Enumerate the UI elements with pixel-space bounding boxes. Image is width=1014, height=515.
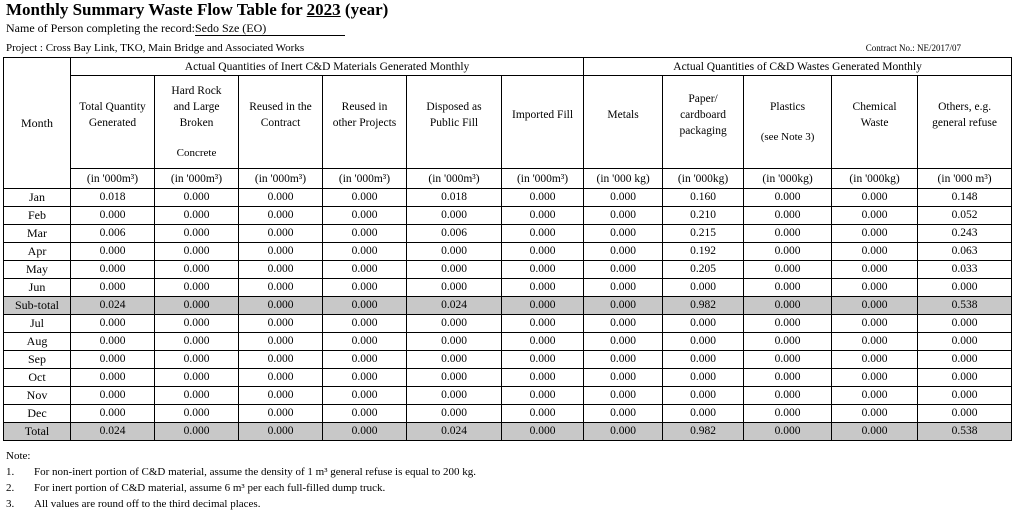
value-cell: 0.000 [323, 405, 407, 423]
table-row [4, 207, 1012, 225]
value-cell: 0.000 [832, 207, 918, 225]
value-cell: 0.000 [71, 207, 155, 225]
column-header [663, 76, 744, 169]
value-cell: 0.000 [663, 405, 744, 423]
value-cell: 0.000 [832, 279, 918, 297]
value-cell: 0.000 [71, 405, 155, 423]
title-year: 2023 [306, 0, 341, 19]
month-header: Month [4, 58, 71, 189]
column-header-line: Waste [860, 117, 889, 129]
value-cell: 0.000 [584, 387, 663, 405]
column-unit: (in '000 m³) [918, 169, 1012, 189]
value-cell: 0.000 [323, 351, 407, 369]
value-cell: 0.000 [323, 369, 407, 387]
month-cell: Jun [4, 279, 71, 297]
value-cell: 0.538 [918, 423, 1012, 441]
value-cell: 0.000 [918, 279, 1012, 297]
column-header [71, 76, 155, 169]
column-header-line: cardboard [680, 109, 727, 121]
column-header [155, 76, 239, 169]
value-cell: 0.000 [155, 243, 239, 261]
value-cell: 0.000 [832, 351, 918, 369]
column-header [323, 76, 407, 169]
value-cell: 0.024 [407, 297, 502, 315]
column-unit: (in '000kg) [663, 169, 744, 189]
column-header-line: Metals [607, 109, 639, 121]
value-cell: 0.000 [584, 423, 663, 441]
value-cell: 0.000 [744, 189, 832, 207]
column-header [407, 76, 502, 169]
value-cell: 0.000 [832, 369, 918, 387]
value-cell: 0.148 [918, 189, 1012, 207]
value-cell: 0.000 [744, 243, 832, 261]
value-cell: 0.000 [323, 243, 407, 261]
month-cell: Mar [4, 225, 71, 243]
page-title [6, 0, 388, 20]
value-cell: 0.000 [155, 225, 239, 243]
column-header-line: Disposed as [426, 101, 482, 113]
column-header-line: Reused in the [249, 101, 312, 113]
value-cell: 0.215 [663, 225, 744, 243]
month-cell: May [4, 261, 71, 279]
table-row [4, 261, 1012, 279]
column-header [502, 76, 584, 169]
value-cell: 0.000 [155, 369, 239, 387]
project-line: Project : Cross Bay Link, TKO, Main Bridge and Associated Works [6, 42, 305, 54]
value-cell: 0.000 [323, 189, 407, 207]
value-cell: 0.000 [239, 369, 323, 387]
note-text: For non-inert portion of C&D material, assume the density of 1 m³ general refuse is equal to 200 kg. [34, 466, 476, 478]
value-cell: 0.000 [239, 279, 323, 297]
value-cell: 0.982 [663, 297, 744, 315]
value-cell: 0.000 [407, 333, 502, 351]
value-cell: 0.000 [323, 207, 407, 225]
value-cell: 0.000 [832, 189, 918, 207]
month-cell: Total [4, 423, 71, 441]
value-cell: 0.000 [502, 387, 584, 405]
month-cell: Nov [4, 387, 71, 405]
value-cell: 0.000 [407, 369, 502, 387]
column-header-line: Reused in [341, 101, 388, 113]
column-header-line: Total Quantity [79, 101, 146, 113]
group-header-wastes: Actual Quantities of C&D Wastes Generated Monthly [584, 58, 1012, 76]
value-cell: 0.000 [832, 333, 918, 351]
value-cell: 0.000 [502, 243, 584, 261]
column-header-line: Chemical [852, 101, 897, 113]
value-cell: 0.000 [239, 423, 323, 441]
note-number: 2. [6, 482, 15, 494]
person-line [6, 21, 345, 36]
value-cell: 0.000 [663, 351, 744, 369]
value-cell: 0.000 [155, 261, 239, 279]
value-cell: 0.000 [239, 207, 323, 225]
month-cell: Sub-total [4, 297, 71, 315]
table-row [4, 243, 1012, 261]
value-cell: 0.000 [155, 279, 239, 297]
value-cell: 0.000 [832, 297, 918, 315]
value-cell: 0.538 [918, 297, 1012, 315]
column-header-line: packaging [679, 125, 727, 137]
column-header-row [4, 76, 1012, 169]
table-row [4, 297, 1012, 315]
value-cell: 0.192 [663, 243, 744, 261]
column-header-line: Paper/ [688, 93, 718, 105]
month-cell: Dec [4, 405, 71, 423]
value-cell: 0.000 [584, 333, 663, 351]
value-cell: 0.006 [71, 225, 155, 243]
waste-flow-table [3, 57, 1012, 441]
column-header-note: (see Note 3) [760, 131, 815, 143]
value-cell: 0.000 [918, 351, 1012, 369]
value-cell: 0.000 [239, 297, 323, 315]
value-cell: 0.000 [663, 279, 744, 297]
value-cell: 0.000 [239, 405, 323, 423]
value-cell: 0.000 [918, 369, 1012, 387]
value-cell: 0.000 [744, 261, 832, 279]
note-number: 1. [6, 466, 15, 478]
value-cell: 0.006 [407, 225, 502, 243]
value-cell: 0.000 [832, 243, 918, 261]
column-header-line: Public Fill [429, 117, 479, 129]
value-cell: 0.000 [918, 333, 1012, 351]
value-cell: 0.000 [155, 315, 239, 333]
title-suffix: (year) [340, 0, 389, 19]
note-item [6, 464, 476, 480]
column-header [918, 76, 1012, 169]
value-cell: 0.000 [239, 225, 323, 243]
value-cell: 0.000 [744, 369, 832, 387]
value-cell: 0.018 [71, 189, 155, 207]
value-cell: 0.000 [71, 387, 155, 405]
column-unit: (in '000kg) [744, 169, 832, 189]
value-cell: 0.000 [744, 279, 832, 297]
month-cell: Aug [4, 333, 71, 351]
column-unit: (in '000m³) [502, 169, 584, 189]
column-unit: (in '000 kg) [584, 169, 663, 189]
value-cell: 0.000 [584, 351, 663, 369]
title-prefix: Monthly Summary Waste Flow Table for [6, 0, 307, 19]
value-cell: 0.000 [584, 261, 663, 279]
value-cell: 0.000 [155, 297, 239, 315]
value-cell: 0.000 [663, 333, 744, 351]
notes-heading: Note: [6, 450, 31, 462]
value-cell: 0.000 [71, 243, 155, 261]
value-cell: 0.000 [663, 369, 744, 387]
value-cell: 0.063 [918, 243, 1012, 261]
note-text: For inert portion of C&D material, assume 6 m³ per each full-filled dump truck. [34, 482, 386, 494]
person-label: Name of Person completing the record: [6, 21, 195, 35]
value-cell: 0.000 [744, 297, 832, 315]
value-cell: 0.000 [584, 315, 663, 333]
value-cell: 0.000 [832, 423, 918, 441]
value-cell: 0.000 [407, 279, 502, 297]
person-name: Sedo Sze (EO) [195, 22, 345, 36]
value-cell: 0.000 [71, 333, 155, 351]
value-cell: 0.000 [502, 423, 584, 441]
table-row [4, 189, 1012, 207]
column-header-line: and Large [173, 101, 220, 113]
value-cell: 0.000 [502, 207, 584, 225]
value-cell: 0.000 [71, 351, 155, 369]
value-cell: 0.000 [155, 423, 239, 441]
value-cell: 0.000 [744, 423, 832, 441]
value-cell: 0.000 [663, 315, 744, 333]
column-unit: (in '000m³) [407, 169, 502, 189]
table-body [4, 189, 1012, 441]
value-cell: 0.000 [744, 315, 832, 333]
value-cell: 0.000 [744, 207, 832, 225]
value-cell: 0.000 [71, 279, 155, 297]
value-cell: 0.000 [744, 405, 832, 423]
value-cell: 0.000 [239, 351, 323, 369]
value-cell: 0.000 [71, 315, 155, 333]
column-unit: (in '000m³) [71, 169, 155, 189]
value-cell: 0.000 [584, 279, 663, 297]
value-cell: 0.000 [155, 405, 239, 423]
column-header-line: Hard Rock [171, 85, 222, 97]
value-cell: 0.000 [71, 369, 155, 387]
value-cell: 0.000 [407, 243, 502, 261]
month-cell: Jan [4, 189, 71, 207]
value-cell: 0.000 [832, 225, 918, 243]
value-cell: 0.018 [407, 189, 502, 207]
month-cell: Jul [4, 315, 71, 333]
value-cell: 0.000 [323, 423, 407, 441]
value-cell: 0.000 [407, 315, 502, 333]
value-cell: 0.000 [502, 189, 584, 207]
note-item [6, 480, 476, 496]
value-cell: 0.000 [918, 315, 1012, 333]
value-cell: 0.024 [71, 423, 155, 441]
month-cell: Apr [4, 243, 71, 261]
value-cell: 0.000 [584, 405, 663, 423]
value-cell: 0.000 [918, 387, 1012, 405]
column-unit: (in '000m³) [323, 169, 407, 189]
value-cell: 0.000 [502, 225, 584, 243]
value-cell: 0.160 [663, 189, 744, 207]
column-header [832, 76, 918, 169]
value-cell: 0.000 [407, 261, 502, 279]
value-cell: 0.000 [744, 225, 832, 243]
group-header-inert: Actual Quantities of Inert C&D Materials Generated Monthly [71, 58, 584, 76]
value-cell: 0.000 [407, 387, 502, 405]
value-cell: 0.000 [239, 333, 323, 351]
notes [6, 448, 476, 512]
column-header-line: Imported Fill [512, 109, 574, 121]
column-unit: (in '000m³) [155, 169, 239, 189]
value-cell: 0.000 [744, 333, 832, 351]
column-header-line: Generated [88, 117, 137, 129]
value-cell: 0.000 [323, 315, 407, 333]
table-row [4, 405, 1012, 423]
value-cell: 0.000 [323, 297, 407, 315]
value-cell: 0.000 [155, 333, 239, 351]
value-cell: 0.000 [155, 207, 239, 225]
value-cell: 0.000 [239, 243, 323, 261]
value-cell: 0.000 [502, 333, 584, 351]
value-cell: 0.000 [584, 207, 663, 225]
value-cell: 0.000 [239, 261, 323, 279]
note-text: All values are round off to the third decimal places. [34, 498, 261, 510]
note-item [6, 496, 476, 512]
value-cell: 0.000 [323, 333, 407, 351]
column-header [744, 76, 832, 169]
value-cell: 0.000 [502, 405, 584, 423]
table-row [4, 225, 1012, 243]
value-cell: 0.205 [663, 261, 744, 279]
value-cell: 0.000 [584, 243, 663, 261]
column-header [584, 76, 663, 169]
table-row [4, 315, 1012, 333]
value-cell: 0.024 [71, 297, 155, 315]
value-cell: 0.000 [155, 351, 239, 369]
contract-number: Contract No.: NE/2017/07 [865, 43, 961, 53]
value-cell: 0.000 [323, 387, 407, 405]
table-row [4, 333, 1012, 351]
value-cell: 0.024 [407, 423, 502, 441]
table-row [4, 369, 1012, 387]
column-header-line: Contract [260, 117, 301, 129]
value-cell: 0.000 [502, 351, 584, 369]
table-row [4, 423, 1012, 441]
value-cell: 0.000 [239, 315, 323, 333]
column-header [239, 76, 323, 169]
month-cell: Feb [4, 207, 71, 225]
value-cell: 0.000 [239, 387, 323, 405]
month-cell: Oct [4, 369, 71, 387]
value-cell: 0.000 [407, 207, 502, 225]
column-header-line: other Projects [332, 117, 397, 129]
table-row [4, 279, 1012, 297]
value-cell: 0.000 [584, 297, 663, 315]
value-cell: 0.000 [744, 351, 832, 369]
value-cell: 0.243 [918, 225, 1012, 243]
value-cell: 0.000 [584, 369, 663, 387]
value-cell: 0.000 [323, 279, 407, 297]
value-cell: 0.000 [407, 351, 502, 369]
value-cell: 0.210 [663, 207, 744, 225]
value-cell: 0.000 [239, 189, 323, 207]
value-cell: 0.000 [832, 261, 918, 279]
column-unit: (in '000kg) [832, 169, 918, 189]
unit-row [4, 169, 1012, 189]
value-cell: 0.033 [918, 261, 1012, 279]
column-header-line: Broken [179, 117, 214, 129]
value-cell: 0.000 [155, 387, 239, 405]
value-cell: 0.000 [584, 225, 663, 243]
value-cell: 0.000 [832, 405, 918, 423]
value-cell: 0.000 [584, 189, 663, 207]
value-cell: 0.000 [832, 315, 918, 333]
value-cell: 0.982 [663, 423, 744, 441]
value-cell: 0.000 [502, 261, 584, 279]
table-row [4, 351, 1012, 369]
value-cell: 0.000 [663, 387, 744, 405]
value-cell: 0.000 [155, 189, 239, 207]
group-header-row [4, 58, 1012, 76]
column-header-note: Concrete [176, 147, 217, 159]
value-cell: 0.000 [502, 369, 584, 387]
value-cell: 0.052 [918, 207, 1012, 225]
value-cell: 0.000 [323, 225, 407, 243]
value-cell: 0.000 [832, 387, 918, 405]
value-cell: 0.000 [407, 405, 502, 423]
value-cell: 0.000 [502, 297, 584, 315]
value-cell: 0.000 [71, 261, 155, 279]
column-unit: (in '000m³) [239, 169, 323, 189]
note-number: 3. [6, 498, 15, 510]
column-header-line: Plastics [770, 101, 806, 113]
value-cell: 0.000 [323, 261, 407, 279]
value-cell: 0.000 [918, 405, 1012, 423]
value-cell: 0.000 [502, 279, 584, 297]
table-row [4, 387, 1012, 405]
value-cell: 0.000 [502, 315, 584, 333]
column-header-line: Others, e.g. [938, 101, 992, 113]
month-cell: Sep [4, 351, 71, 369]
column-header-line: general refuse [932, 117, 997, 129]
value-cell: 0.000 [744, 387, 832, 405]
